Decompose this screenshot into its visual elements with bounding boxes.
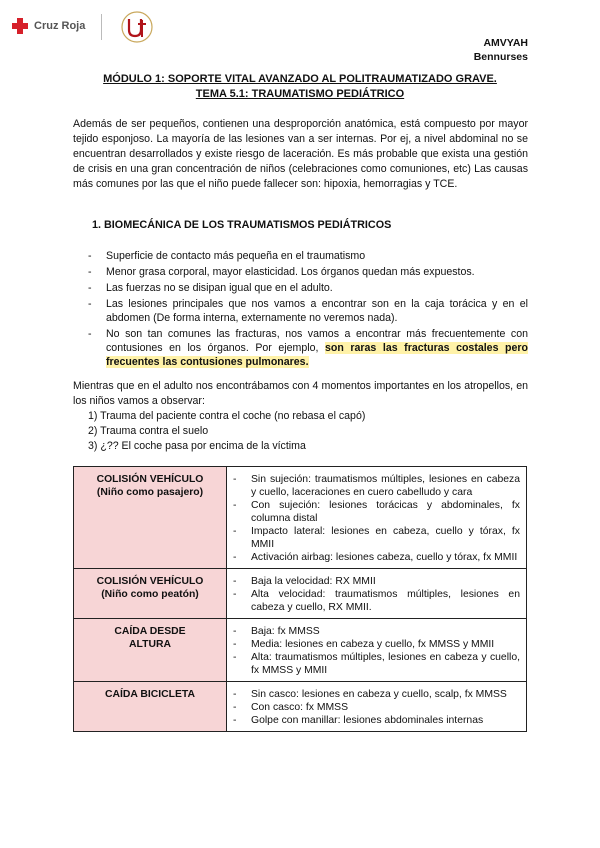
table-row — [74, 569, 527, 619]
table-detail-cell — [227, 682, 527, 732]
list-item: - Con sujeción: lesiones torácicas y abdominales, fx columna distal — [233, 499, 520, 525]
list-item: - Activación airbag: lesiones cabeza, cuello y tórax, fx MMII — [233, 551, 520, 564]
table-row — [74, 467, 527, 569]
category-sublabel: (Niño como pasajero) — [96, 487, 204, 498]
list-item: - Con casco: fx MMSS — [233, 701, 520, 714]
table-detail-cell — [227, 467, 527, 569]
list-item: 1) Trauma del paciente contra el coche (no rebasa el capó) — [88, 410, 366, 422]
list-item: - Sin casco: lesiones en cabeza y cuello, scalp, fx MMSS — [233, 688, 520, 701]
highlighted-text: son raras las fracturas costales pero frecuentes las contusiones pulmonares. — [106, 342, 528, 368]
org-name: Cruz Roja — [34, 20, 86, 32]
table-category-cell — [74, 569, 227, 619]
list-item: - Media: lesiones en cabeza y cuello, fx MMSS y MMII — [233, 638, 520, 651]
topic-title: TEMA 5.1: TRAUMATISMO PEDIÁTRICO — [195, 88, 405, 100]
atropello-intro: Mientras que en el adulto nos encontrábamos con 4 momentos importantes en los atropellos, en los niños vamos a observar: — [73, 380, 528, 407]
university-seal-icon — [118, 10, 156, 44]
table-category-cell — [74, 682, 227, 732]
list-item: - Golpe con manillar: lesiones abdominales internas — [233, 714, 520, 727]
module-title: MÓDULO 1: SOPORTE VITAL AVANZADO AL POLITRAUMATIZADO GRAVE. — [103, 73, 497, 85]
list-item: - Alta: traumatismos múltiples, lesiones en cabeza y cuello, fx MMSS y MMII — [233, 651, 520, 677]
table-detail-cell — [227, 619, 527, 682]
author-block — [474, 36, 528, 64]
list-item — [88, 327, 528, 369]
list-item-text: No son tan comunes las fracturas, nos vamos a encontrar más frecuentemente con contusiones en los órganos. Por ejemplo, — [106, 328, 528, 354]
red-cross-icon — [12, 18, 28, 34]
list-item: - Las lesiones principales que nos vamos a encontrar son en la caja torácica y en el abdomen (De forma interna, externamente no veremos nada). — [88, 297, 528, 325]
author-org: Bennurses — [473, 51, 528, 63]
list-item: - Alta velocidad: traumatismos múltiples, lesiones en cabeza y cuello, RX MMII. — [233, 588, 520, 614]
category-label: COLISIÓN VEHÍCULO — [96, 576, 204, 587]
biomechanics-list — [88, 249, 528, 371]
list-item: - Sin sujeción: traumatismos múltiples, lesiones en cabeza y cuello, laceraciones en cuero cabelludo y cara — [233, 473, 520, 499]
table-row — [74, 682, 527, 732]
category-sublabel: (Niño como peatón) — [101, 589, 199, 600]
list-item: - Impacto lateral: lesiones en cabeza, cuello y tórax, fx MMII — [233, 525, 520, 551]
author-name: AMVYAH — [483, 37, 528, 49]
list-item: - Baja: fx MMSS — [233, 625, 520, 638]
logo-divider — [101, 14, 102, 40]
atropello-moments — [88, 409, 365, 454]
list-item: - Baja la velocidad: RX MMII — [233, 575, 520, 588]
injury-table — [73, 466, 527, 732]
category-label: COLISIÓN VEHÍCULO — [96, 474, 204, 485]
cruz-roja-logo — [12, 18, 85, 34]
table-row — [74, 619, 527, 682]
list-item: - Menor grasa corporal, mayor elasticidad. Los órganos quedan más expuestos. — [88, 265, 528, 279]
section-heading: 1. BIOMECÁNICA DE LOS TRAUMATISMOS PEDIÁTRICOS — [92, 219, 392, 231]
list-item: - Las fuerzas no se disipan igual que en el adulto. — [88, 281, 528, 295]
page-header — [0, 0, 600, 63]
category-label: CAÍDA BICICLETA — [104, 689, 196, 700]
list-item: 3) ¿?? El coche pasa por encima de la víctima — [88, 440, 306, 452]
list-item: - Superficie de contacto más pequeña en el traumatismo — [88, 249, 528, 263]
category-label: CAÍDA DESDE — [114, 626, 186, 637]
category-sublabel: ALTURA — [129, 639, 171, 650]
list-item: 2) Trauma contra el suelo — [88, 425, 209, 437]
intro-paragraph: Además de ser pequeños, contienen una desproporción anatómica, está compuesto por mayor tejido esponjoso. La mayoría de las lesiones van a ser internas. Por ej, a nivel abdominal no se encuentran desarrollados y existe riesgo de laceración. Es más probable que exista una gestión de crisis en una gran concentración de niños (celebraciones como comuniones, etc) Las causas más comunes por las que el niño puede fallecer son: hipoxia, hemorragias y TCE. — [73, 118, 528, 190]
document-title — [0, 72, 600, 102]
table-detail-cell — [227, 569, 527, 619]
table-category-cell — [74, 467, 227, 569]
table-category-cell — [74, 619, 227, 682]
